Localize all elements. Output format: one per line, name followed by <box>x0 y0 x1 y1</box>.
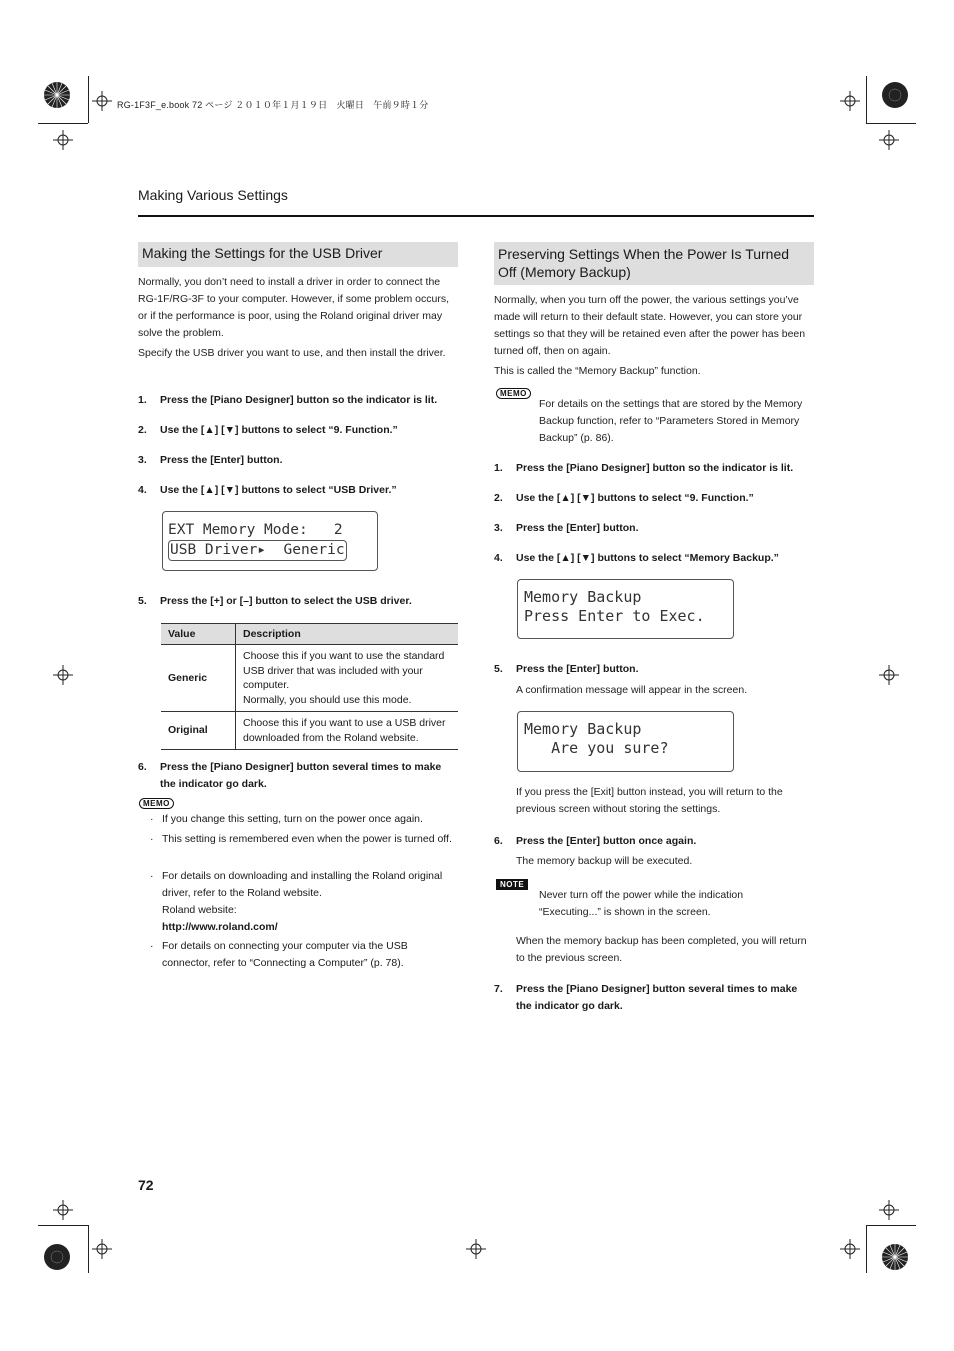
website-link[interactable]: http://www.roland.com/ <box>162 921 278 933</box>
memo-badge: MEMO <box>496 388 531 399</box>
step: 2. Use the [▲] [▼] buttons to select “9. Function.” <box>138 424 398 436</box>
registration-burst-icon <box>881 1243 909 1271</box>
step: 6. Press the [Enter] button once again. <box>494 835 697 847</box>
value-cell: Generic <box>161 645 236 712</box>
crosshair-mark-icon <box>53 1200 73 1220</box>
list-item: · For details on downloading and installing the Roland original driver, refer to the Roland website. Roland website: http://www.roland.com/ <box>150 870 443 933</box>
table-row <box>161 712 458 750</box>
section-heading-usb-driver: Making the Settings for the USB Driver <box>138 242 458 267</box>
list-item: · For details on connecting your computer via the USB connector, refer to “Connecting a Computer” (p. 78). <box>150 940 408 969</box>
header-rule <box>138 215 814 217</box>
completed-paragraph: When the memory backup has been completed, you will return to the previous screen. <box>516 935 807 964</box>
page-number: 72 <box>138 1177 154 1193</box>
step: 2. Use the [▲] [▼] buttons to select “9. Function.” <box>494 492 754 504</box>
memo-badge: MEMO <box>139 798 174 809</box>
column-header: Description <box>236 624 459 645</box>
lcd-display <box>162 511 378 571</box>
registration-burst-icon <box>43 1243 71 1271</box>
step: 7. Press the [Piano Designer] button several times to make the indicator go dark. <box>494 983 798 1012</box>
crosshair-mark-icon <box>53 130 73 150</box>
intro-paragraph: Specify the USB driver you want to use, and then install the driver. <box>138 347 446 359</box>
crosshair-mark-icon <box>879 1200 899 1220</box>
lcd-selected-line: USB Driver▸ Generic <box>168 540 347 561</box>
registration-burst-icon <box>881 81 909 109</box>
step: 3. Press the [Enter] button. <box>138 454 283 466</box>
step: 3. Press the [Enter] button. <box>494 522 639 534</box>
exit-paragraph: If you press the [Exit] button instead, you will return to the previous screen without storing the settings. <box>516 786 783 815</box>
step-note: A confirmation message will appear in the screen. <box>516 684 748 696</box>
crosshair-mark-icon <box>879 130 899 150</box>
file-header: RG-1F3F_e.book 72 ページ ２０１０年１月１９日 火曜日 午前９時１分 <box>117 100 429 110</box>
crosshair-mark-icon <box>840 1239 860 1259</box>
usb-driver-values-table <box>161 623 458 750</box>
memo-text: For details on the settings that are stored by the Memory Backup function, refer to “Parameters Stored in Memory Backup” (p. 86). <box>539 398 803 444</box>
value-cell: Original <box>161 712 236 750</box>
table-header-row <box>161 624 458 645</box>
list-item: · This setting is remembered even when the power is turned off. <box>150 833 452 845</box>
running-title: Making Various Settings <box>138 187 288 203</box>
step: 1. Press the [Piano Designer] button so the indicator is lit. <box>494 462 794 474</box>
crosshair-mark-icon <box>840 91 860 111</box>
note-badge: NOTE <box>496 879 528 890</box>
intro-paragraph: This is called the “Memory Backup” function. <box>494 365 701 377</box>
crosshair-mark-icon <box>92 1239 112 1259</box>
note-text: Never turn off the power while the indication “Executing...” is shown in the screen. <box>539 889 744 918</box>
list-item: · If you change this setting, turn on the power once again. <box>150 813 423 825</box>
intro-paragraph: Normally, when you turn off the power, the various settings you’ve made will return to their default state. However, you can store your settings so that they will be retained even after the power has been turned off, then on again. <box>494 294 806 357</box>
section-heading-memory-backup: Preserving Settings When the Power Is Turned Off (Memory Backup) <box>494 242 814 285</box>
crosshair-mark-icon <box>466 1239 486 1259</box>
lcd-display: Memory Backup Are you sure? <box>517 711 734 772</box>
description-cell: Choose this if you want to use a USB driver downloaded from the Roland website. <box>236 712 459 750</box>
description-cell: Choose this if you want to use the standard USB driver that was included with your computer. Normally, you should use this mode. <box>236 645 459 712</box>
step-note: The memory backup will be executed. <box>516 855 693 867</box>
step: 5. Press the [Enter] button. <box>494 663 639 675</box>
step: 6. Press the [Piano Designer] button several times to make the indicator go dark. <box>138 761 442 790</box>
lcd-line: EXT Memory Mode: 2 <box>168 522 343 538</box>
table-row <box>161 645 458 712</box>
crosshair-mark-icon <box>879 665 899 685</box>
intro-paragraph: Normally, you don’t need to install a driver in order to connect the RG-1F/RG-3F to your computer. However, if some problem occurs, or if the performance is poor, using the Roland original driver may solve the problem. <box>138 276 450 339</box>
step: 4. Use the [▲] [▼] buttons to select “USB Driver.” <box>138 484 397 496</box>
step: 1. Press the [Piano Designer] button so the indicator is lit. <box>138 394 438 406</box>
step: 5. Press the [+] or [–] button to select the USB driver. <box>138 595 412 607</box>
crosshair-mark-icon <box>53 665 73 685</box>
registration-burst-icon <box>43 81 71 109</box>
column-header: Value <box>161 624 236 645</box>
crosshair-mark-icon <box>92 91 112 111</box>
step: 4. Use the [▲] [▼] buttons to select “Memory Backup.” <box>494 552 779 564</box>
lcd-display: Memory Backup Press Enter to Exec. <box>517 579 734 639</box>
